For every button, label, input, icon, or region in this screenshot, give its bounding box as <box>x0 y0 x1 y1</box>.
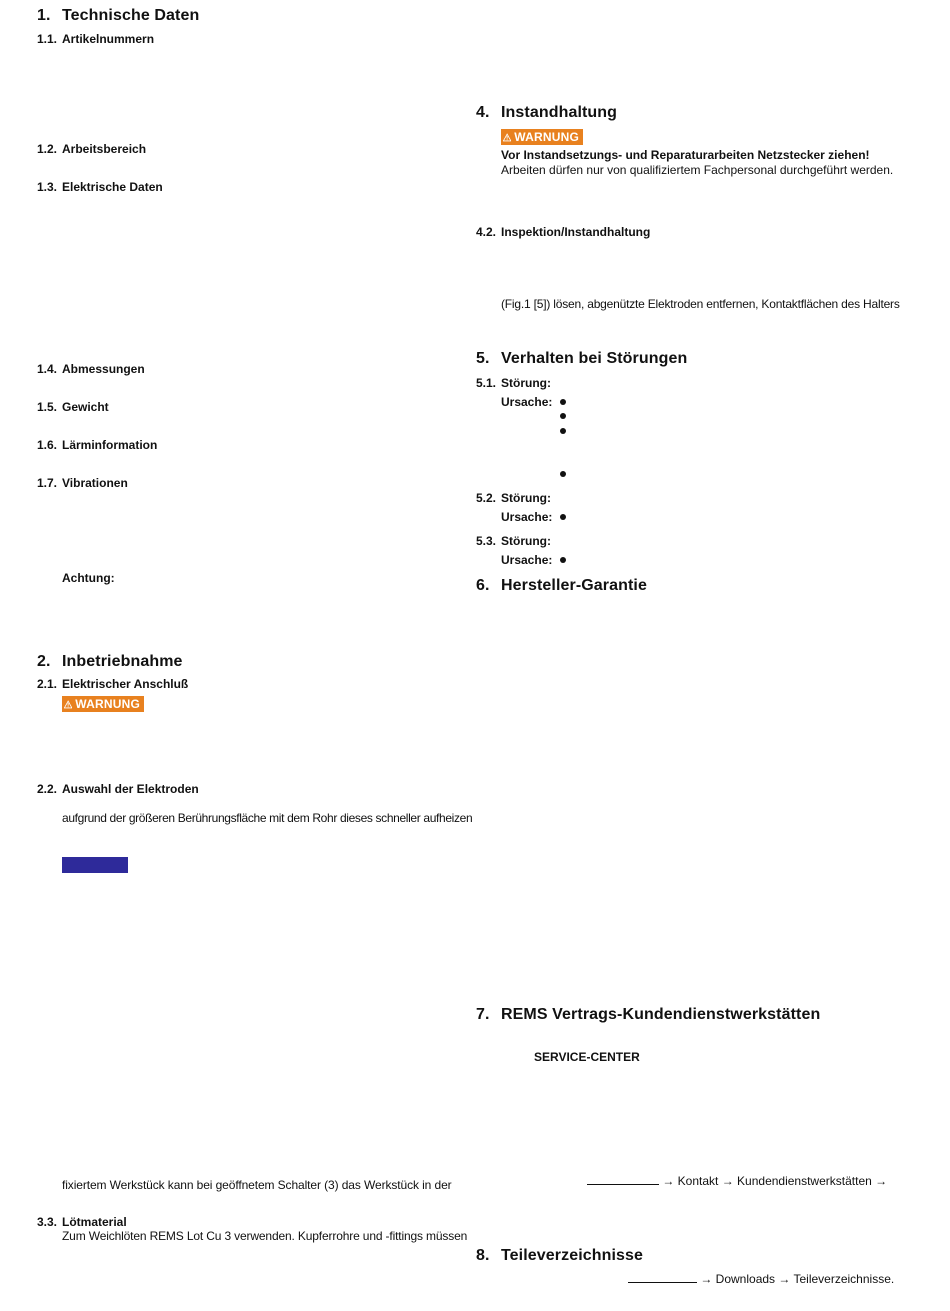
bullet <box>560 471 566 477</box>
warning-triangle-icon <box>503 131 511 144</box>
warning-triangle-icon <box>64 698 72 711</box>
subsection-title: Auswahl der Elektroden <box>62 782 199 796</box>
fault-label: Störung: <box>501 491 551 505</box>
section-title: Verhalten bei Störungen <box>501 350 688 367</box>
fault-label: Störung: <box>501 376 551 390</box>
bullet <box>560 557 566 563</box>
workpiece-text: fixiertem Werkstück kann bei geöffnetem Schalter (3) das Werkstück in der <box>62 1178 452 1192</box>
inspection-text: (Fig.1 [5]) lösen, abgenützte Elektroden entfernen, Kontaktflächen des Halters <box>501 297 900 311</box>
service-center-label: SERVICE-CENTER <box>534 1050 640 1064</box>
downloads-path <box>628 1272 894 1286</box>
warning-badge <box>62 696 144 712</box>
subsection-number: 1.6. <box>37 438 58 452</box>
subsection-number: 5.3. <box>476 534 497 548</box>
cause-label: Ursache: <box>501 395 553 409</box>
section-number: 6. <box>476 577 490 594</box>
subsection-title: Inspektion/Instandhaltung <box>501 225 651 239</box>
contact-path <box>587 1174 887 1188</box>
section-number: 5. <box>476 350 490 367</box>
section-title: Inbetriebnahme <box>62 653 183 670</box>
contact-path-text: → Kontakt → Kundendienstwerkstätten → <box>662 1174 888 1188</box>
link-blank <box>587 1184 659 1185</box>
cause-label: Ursache: <box>501 553 553 567</box>
bullet <box>560 399 566 405</box>
section-number: 2. <box>37 653 51 670</box>
section-title: REMS Vertrags-Kundendienstwerkstätten <box>501 1006 821 1023</box>
subsection-number: 1.1. <box>37 32 58 46</box>
subsection-title: Artikelnummern <box>62 32 155 46</box>
subsection-title: Vibrationen <box>62 476 128 490</box>
subsection-number: 2.1. <box>37 677 58 691</box>
subsection-title: Gewicht <box>62 400 109 414</box>
solder-text: Zum Weichlöten REMS Lot Cu 3 verwenden. Kupferrohre und -fittings müssen <box>62 1229 468 1243</box>
highlight-bar <box>62 857 128 873</box>
subsection-number: 5.1. <box>476 376 497 390</box>
section-title: Technische Daten <box>62 7 200 24</box>
subsection-number: 4.2. <box>476 225 497 239</box>
section-title: Teileverzeichnisse <box>501 1247 644 1264</box>
subsection-title: Elektrischer Anschluß <box>62 677 189 691</box>
subsection-number: 3.3. <box>37 1215 58 1229</box>
subsection-title: Elektrische Daten <box>62 180 163 194</box>
cause-label: Ursache: <box>501 510 553 524</box>
section-number: 4. <box>476 104 490 121</box>
warning-badge <box>501 129 583 145</box>
bullet <box>560 428 566 434</box>
subsection-number: 2.2. <box>37 782 58 796</box>
section-number: 8. <box>476 1247 490 1264</box>
maintenance-text: Arbeiten dürfen nur von qualifiziertem Fachpersonal durchgeführt werden. <box>501 163 894 177</box>
warning-label: WARNUNG <box>514 130 579 144</box>
section-title: Instandhaltung <box>501 104 618 121</box>
maintenance-warning-text: Vor Instandsetzungs- und Reparaturarbeiten Netzstecker ziehen! <box>501 148 870 162</box>
subsection-number: 1.3. <box>37 180 58 194</box>
subsection-number: 5.2. <box>476 491 497 505</box>
section-title: Hersteller-Garantie <box>501 577 647 594</box>
subsection-title: Arbeitsbereich <box>62 142 147 156</box>
section-number: 1. <box>37 7 51 24</box>
bullet <box>560 514 566 520</box>
link-blank <box>628 1282 697 1283</box>
attention-label: Achtung: <box>62 571 115 585</box>
subsection-title: Lötmaterial <box>62 1215 127 1229</box>
subsection-title: Lärminformation <box>62 438 158 452</box>
subsection-number: 1.4. <box>37 362 58 376</box>
subsection-number: 1.2. <box>37 142 58 156</box>
section-number: 7. <box>476 1006 490 1023</box>
bullet <box>560 413 566 419</box>
subsection-number: 1.5. <box>37 400 58 414</box>
subsection-title: Abmessungen <box>62 362 145 376</box>
downloads-path-text: → Downloads → Teileverzeichnisse. <box>700 1272 895 1286</box>
warning-label: WARNUNG <box>75 697 140 711</box>
electrode-text: aufgrund der größeren Berührungsfläche mit dem Rohr dieses schneller aufheizen <box>62 811 473 825</box>
fault-label: Störung: <box>501 534 551 548</box>
subsection-number: 1.7. <box>37 476 58 490</box>
